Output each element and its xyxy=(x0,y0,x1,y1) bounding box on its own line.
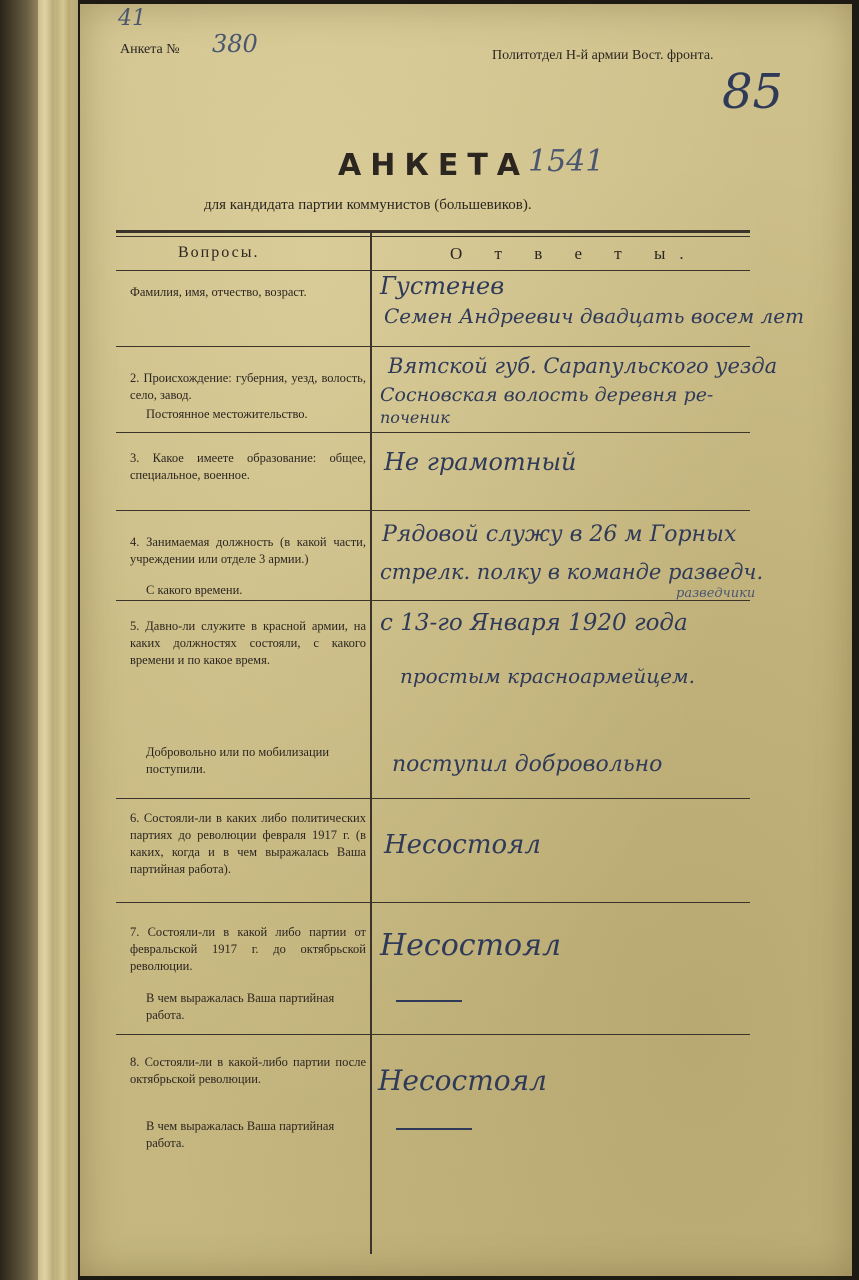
answer-dash xyxy=(396,1128,472,1130)
politotdel-label: Политотдел Н-й армии Вост. фронта. xyxy=(492,48,714,63)
questionnaire-sheet xyxy=(80,4,852,1276)
answer-origin-line1: Вятской губ. Сарапульского уезда xyxy=(388,354,778,378)
answer-position-line2: стрелк. полку в команде разведч. xyxy=(380,560,764,584)
row-separator xyxy=(116,1034,750,1035)
binding-strip xyxy=(38,0,52,1280)
binding-strip xyxy=(56,0,70,1280)
answer-position-note: разведчики xyxy=(676,586,756,601)
answer-name-age: Семен Андреевич двадцать восем лет xyxy=(384,304,805,328)
table-top-rule xyxy=(116,230,750,233)
answer-parties-feb-oct: Несостоял xyxy=(380,928,562,963)
question-volunteer: Добровольно или по мобилизации поступили. xyxy=(146,745,330,776)
column-divider xyxy=(370,232,372,1254)
question-position-since: С какого времени. xyxy=(146,583,243,597)
row-separator xyxy=(116,510,750,511)
question-residence: Постоянное местожительство. xyxy=(146,407,308,421)
question-position: 4. Занимаемая должность (в какой части, учреждении или отделе 3 армии.) xyxy=(130,535,366,566)
header-rule xyxy=(116,270,750,271)
question-service: 5. Давно-ли служите в красной армии, на каких должностях состояли, с какого времени и по какое время. xyxy=(130,619,366,667)
question-education: 3. Какое имеете образование: общее, специальное, военное. xyxy=(130,451,366,482)
table-top-rule-thin xyxy=(116,236,750,237)
title-hand-number: 1541 xyxy=(528,144,605,179)
corner-hand-number: 41 xyxy=(118,6,146,31)
row-separator xyxy=(116,432,750,433)
anketa-number-label: Анкета № xyxy=(120,42,180,57)
row-separator xyxy=(116,902,750,903)
answer-service-line2: простым красноармейцем. xyxy=(400,664,695,688)
question-parties-feb-oct: 7. Состояли-ли в какой либо партии от февральской 1917 г. до октябрьской революции. xyxy=(130,925,366,973)
question-parties-before-feb: 6. Состояли-ли в каких либо политических партиях до революции февраля 1917 г. (в каких, когда и в чем выражалась Ваша партийная работа). xyxy=(130,811,366,876)
answer-volunteer: поступил добровольно xyxy=(392,752,663,777)
answer-service-line1: с 13-го Января 1920 года xyxy=(380,610,688,636)
anketa-number-hand: 380 xyxy=(212,30,258,58)
answer-origin-line3: поченик xyxy=(380,408,450,427)
answer-parties-before-feb: Несостоял xyxy=(384,830,541,860)
form-title: АНКЕТА xyxy=(338,148,530,183)
row-separator xyxy=(116,600,750,601)
answer-surname: Густенев xyxy=(380,272,505,300)
question-parties-after-oct: 8. Состояли-ли в какой-либо партии после октябрьской революции. xyxy=(130,1055,366,1086)
question-name-age: Фамилия, имя, отчество, возраст. xyxy=(130,285,307,299)
questions-column-header: Вопросы. xyxy=(178,244,260,261)
answer-education: Не грамотный xyxy=(384,448,577,476)
answer-origin-line2: Сосновская волость деревня ре- xyxy=(380,384,714,406)
answer-position-line1: Рядовой служу в 26 м Горных xyxy=(382,522,737,547)
question-party-work-8: В чем выражалась Ваша партийная работа. xyxy=(146,1119,335,1150)
answer-dash xyxy=(396,1000,462,1002)
form-subtitle: для кандидата партии коммунистов (большевиков). xyxy=(204,197,532,213)
question-origin: 2. Происхождение: губерния, уезд, волость, село, завод. xyxy=(130,371,366,402)
page-number-hand: 85 xyxy=(722,64,784,120)
answers-column-header: О т в е т ы. xyxy=(450,244,698,263)
binding-edge xyxy=(0,0,78,1280)
answer-parties-after-oct: Несостоял xyxy=(378,1064,547,1097)
row-separator xyxy=(116,798,750,799)
question-party-work-7: В чем выражалась Ваша партийная работа. xyxy=(146,991,335,1022)
row-separator xyxy=(116,346,750,347)
